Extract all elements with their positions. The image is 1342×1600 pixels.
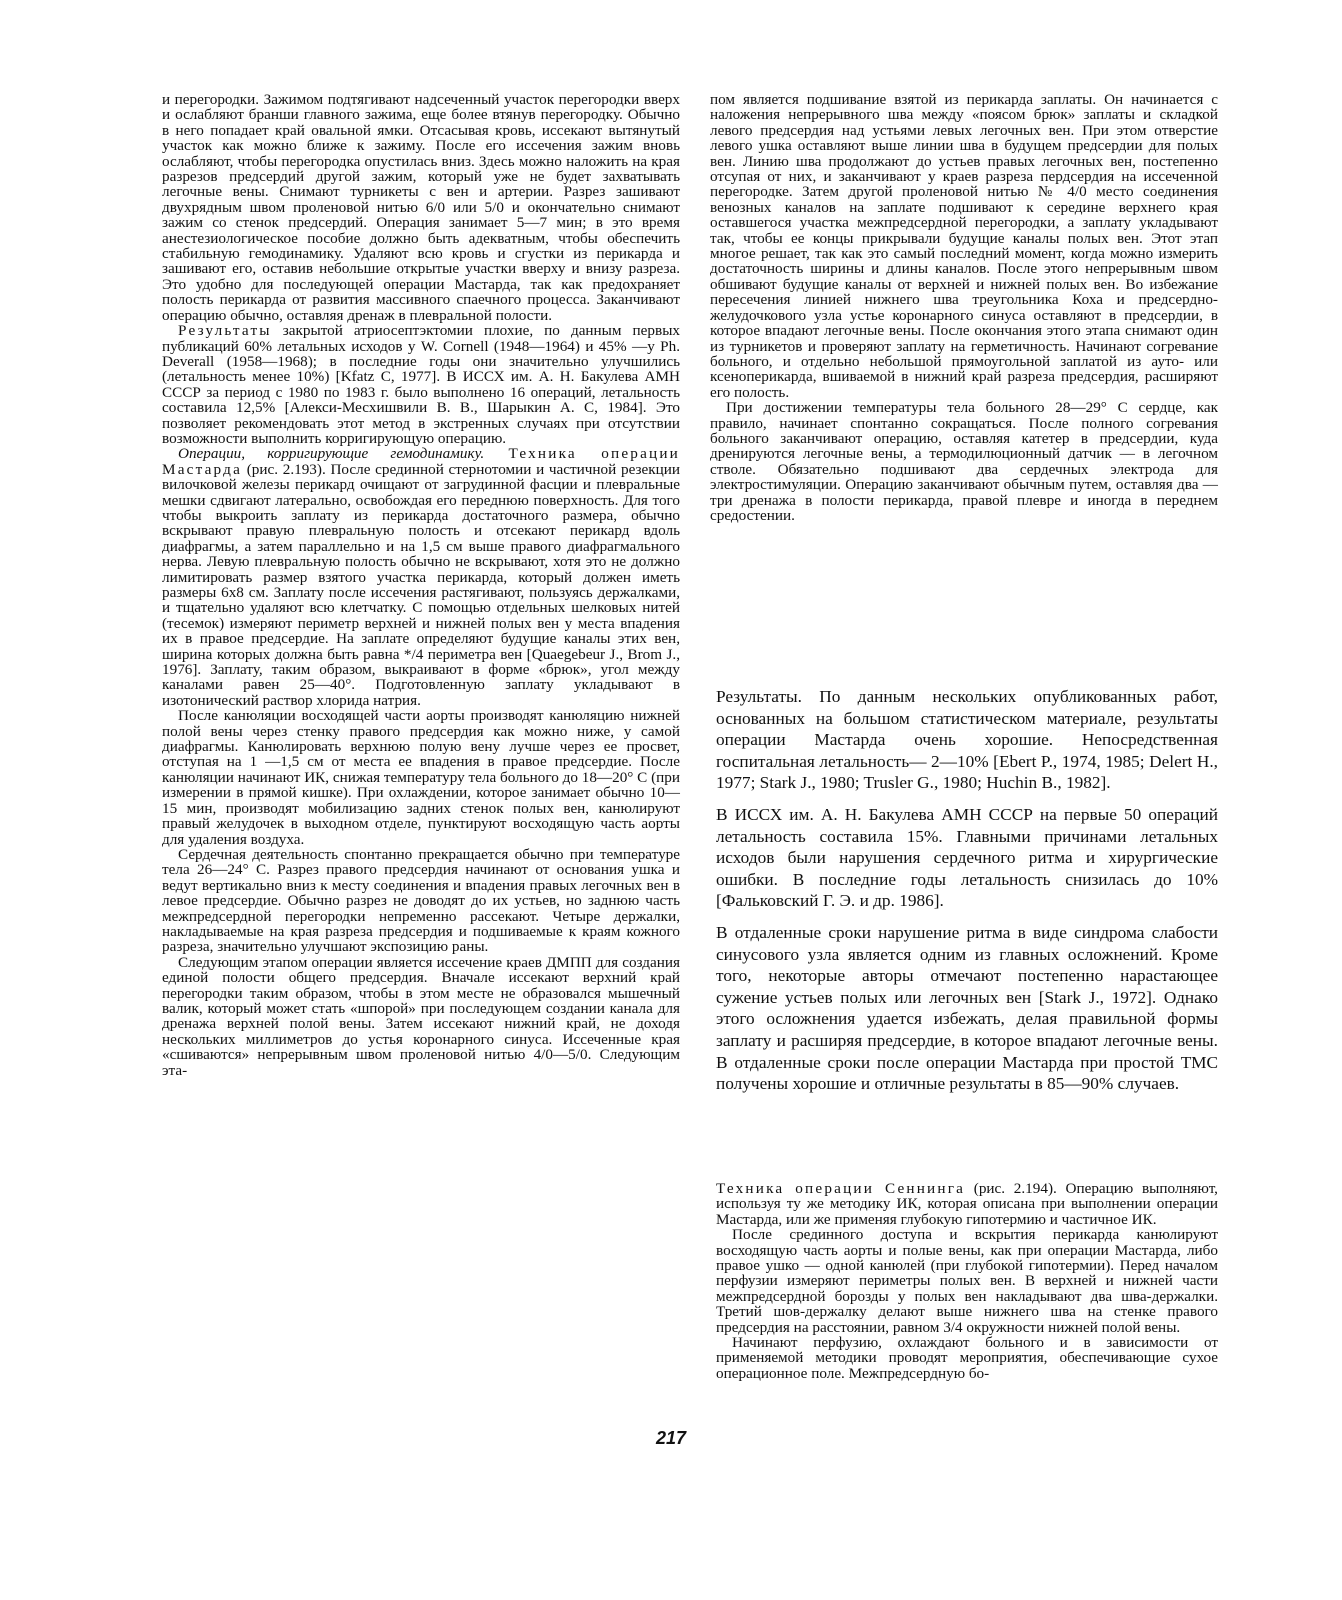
senning-paragraph-2: После срединного доступа и вскрытия перикарда канюлируют восходящую часть аорты и полые вены, как при операции Мастарда, либо правое ушко — одной канюлей (при глубокой гипотермии). Перед началом перфузии измеряют периметры полых вен. В верхней и нижней части межпредсердной борозды у полых вен накладывают два шва-держалки. Третий шов-держалку делают выше нижнего шва на стенке правого предсердия на расстоянии, равном 3/4 окружности нижней полой вены. [716, 1226, 1218, 1336]
senning-technique-heading: Техника операции Сеннинга [716, 1180, 966, 1197]
right-paragraph-1: пом является подшивание взятой из перикарда заплаты. Он начинается с наложения непрерывного шва между «поясом брюк» заплаты и складкой левого предсердия над устьями левых легочных вен. При этом отверстие левого ушка оставляют выше линии шва в будущем предсердии для полых вен. Линию шва продолжают до устьев правых легочных вен, постепенно отсупая от них, и заканчивают у краев разреза пердсердия на иссеченной перегородке. Затем другой проленовой нитью № 4/0 место соединения венозных каналов на заплате подшивают к середине верхнего края оставшегося участка межпредсердной перегородки, а заплату укладывают так, чтобы ее концы прикрывали будущие каналы полых вен. Этот этап многое решает, так как это самый последний момент, когда можно измерить достаточность ширины и длины каналов. После этого непрерывным швом обшивают будущие каналы от верхней и нижней полых вен. Во избежание пересечения линией нижнего шва треугольника Коха и предсердно-желудочкового узла устье коронарного синуса оставляют в предсердии, в которое впадают легочные вены. После окончания этого этапа снимают один из турникетов и проверяют заплату на герметичность. Начинают согревание больного, и отдельно небольшой прямоугольной заплатой из ауто- или ксеноперикарда, вшиваемой в нижний край разреза предсердия, расширяют его полость. [710, 91, 1218, 401]
senning-block [716, 1181, 1218, 1381]
left-paragraph-2 [162, 323, 680, 446]
left-paragraph-6: Следующим этапом операции является иссечение краев ДМПП для создания единой полости общего предсердия. Вначале иссекают верхний край перегородки таким образом, чтобы в этом месте не образовался мышечный валик, который может стать «шпорой» при последующем создании канала для дренажа верхней полой вены. Затем иссекают нижний край, не доходя нескольких миллиметров до устья коронарного синуса. Иссеченные края «сшиваются» непрерывным швом проленовой нитью 4/0—5/0. Следующим эта- [162, 953, 680, 1079]
right-column [710, 92, 1218, 523]
results-paragraph-1: Результаты. По данным нескольких опубликованных работ, основанных на большом статистическом материале, результаты операции Мастарда очень хорошие. Непосредственная госпитальная летальность— 2—10% [Ebert P., 1974, 1985; Delert H., 1977; Stark J., 1980; Trusler G., 1980; Huchin B., 1982]. [716, 687, 1218, 793]
senning-paragraph-1 [716, 1181, 1218, 1227]
section-heading-italic: Операции, корригирующие гемодинамику. [178, 445, 485, 463]
senning-paragraph-3: Начинают перфузию, охлаждают больного и в зависимости от применяемой методики проводят мероприятия, обеспечивающие сухое операционное поле. Межпредсердную бо- [716, 1334, 1218, 1382]
left-paragraph-2-text: закрытой атриосептэктомии плохие, по данным первых публикаций 60% летальных исходов у W. Cornell (1948—1964) и 45% —у Ph. Deverall (1958—1968); в последние годы они значительно улучшились (летальность менее 10%) [Kfatz С, 1977]. В ИССХ им. А. Н. Бакулева АМН СССР за период с 1980 по 1983 г. было выполнено 16 операций, летальность составила 12,5% [Алекси-Месхишвили В. В., Шарыкин А. С, 1984]. Это позволяет рекомендовать этот метод в экстренных случаях при отсутствии возможности выполнить корригирующую операцию. [162, 322, 680, 447]
results-paragraph-2: В ИССХ им. А. Н. Бакулева АМН СССР на первые 50 операций летальность составила 15%. Главными причинами летальных исходов были нарушения сердечного ритма и хирургические ошибки. В последние годы летальность снизилась до 10% [Фальковский Г. Э. и др. 1986]. [716, 804, 1218, 911]
page-number: 217 [655, 1428, 687, 1448]
mustard-technique-heading: Техника операции Мастарда [162, 445, 680, 478]
left-paragraph-5: Сердечная деятельность спонтанно прекращается обычно при температуре тела 26—24° С. Разрез правого предсердия начинают от основания ушка и ведут вертикально вниз к месту соединения и впадения правых легочных вен в левое предсердие. Обычно разрез не доводят до их устьев, но заднюю часть межпредсердной перегородки непременно рассекают. Четыре держалки, накладываемые на края разреза предсердия и подшиваемые к краям кожного разреза, значительно улучшают экспозицию раны. [162, 845, 680, 956]
left-column [162, 92, 680, 1078]
left-paragraph-3 [162, 446, 680, 708]
left-paragraph-3-text: (рис. 2.193). После срединной стернотомии и частичной резекции вилочковой железы перикард очищают от загрудинной фасции и плевральные мешки сдвигают латерально, освобождая его переднюю поверхность. Для того чтобы выкроить заплату из перикарда достаточного размера, обычно вскрывают правую плевральную полость и отсекают перикард вдоль диафрагмы, а затем параллельно и на 1,5 см выше правого диафрагмального нерва. Левую плевральную полость обычно не вскрывают, хотя это не должно лимитировать размер взятого участка перикарда, который должен иметь размеры 6x8 см. Заплату после иссечения растягивают, пользуясь держалками, и тщательно удаляют всю клетчатку. С помощью отдельных шелковых нитей (тесемок) измеряют периметр верхней и нижней полых вен у места впадения их в правое предсердие. На заплате определяют будущие каналы этих вен, ширина которых должна быть равна */4 периметра вен [Quaegebeur J., Brom J., 1976]. Заплату, таким образом, выкраивают в форме «брюк», угол между каналами равен 25—40°. Подготовленную заплату укладывают в изотонический раствор хлорида натрия. [162, 460, 680, 709]
senning-paragraph-1-text: (рис. 2.194). Операцию выполняют, используя ту же методику ИК, которая описана при выполнении операции Мастарда, или же применяя глубокую гипотермию и частичное ИК. [716, 1180, 1218, 1228]
left-paragraph-1: и перегородки. Зажимом подтягивают надсеченный участок перегородки вверх и ослабляют бранши главного зажима, еще более втянув перегородку. Обычно в него попадает край овальной ямки. Отсасывая кровь, иссекают вытянутый участок как можно ближе к зажиму. После его иссечения зажим вновь ослабляют, чтобы перегородка опустилась вниз. Здесь можно наложить на края разрезов предсердий другой зажим, который уже не будет захватывать легочные вены. Снимают турникеты с вен и артерии. Разрез зашивают двухрядным швом проленовой нитью 6/0 или 5/0 и окончательно снимают зажим со стенок предсердий. Операция занимает 5—7 мин; в это время анестезиологическое пособие должно быть адекватным, чтобы обеспечить стабильную гемодинамику. Удаляют всю кровь и сгустки из перикарда и зашивают его, оставив небольшие открытые участки вверху и внизу разреза. Это удобно для последующей операции Мастарда, так как предохраняет полость перикарда от развития массивного спаечного процесса. Заканчивают операцию обычно, оставляя дренаж в плевральной полости. [162, 91, 680, 324]
right-paragraph-2: При достижении температуры тела больного 28—29° С сердце, как правило, начинает спонтанно сокращаться. После полного согревания больного заканчивают операцию, оставляя катетер в предсердии, куда дренируются легочные вены, а термодилюционный датчик — в легочном стволе. Обязательно подшивают два сердечных электрода для электростимуляции. Операцию заканчивают обычным путем, оставляя два — три дренажа в полости перикарда, правой плевре и иногда в переднем средостении. [710, 399, 1218, 524]
results-block [716, 686, 1218, 1105]
left-paragraph-4: После канюляции восходящей части аорты производят канюляцию нижней полой вены через стенку правого предсердия как можно ниже, у самой диафрагмы. Канюлировать верхнюю полую вену лучше через ее просвет, отступая на 1 —1,5 см от места ее впадения в правое предсердие. После канюляции начинают ИК, снижая температуру тела больного до 18—20° С (при измерении в прямой кишке). При охлаждении, которое занимает обычно 10—15 мин, производят мобилизацию задних стенок полых вен, канюлируют правый желудочек в выходном отделе, пунктируют восходящую часть аорты для удаления воздуха. [162, 707, 680, 848]
results-lead: Результаты [178, 322, 272, 340]
results-paragraph-3: В отдаленные сроки нарушение ритма в виде синдрома слабости синусового узла является одним из главных осложнений. Кроме того, некоторые авторы отмечают постепенно нарастающее сужение устьев полых или легочных вен [Stark J., 1972]. Однако этого осложнения удается избежать, делая правильной формы заплату и расширяя предсердие, в которое впадают легочные вены. В отдаленные сроки после операции Мастарда при простой ТМС получены хорошие и отличные результаты в 85—90% случаев. [716, 922, 1218, 1094]
